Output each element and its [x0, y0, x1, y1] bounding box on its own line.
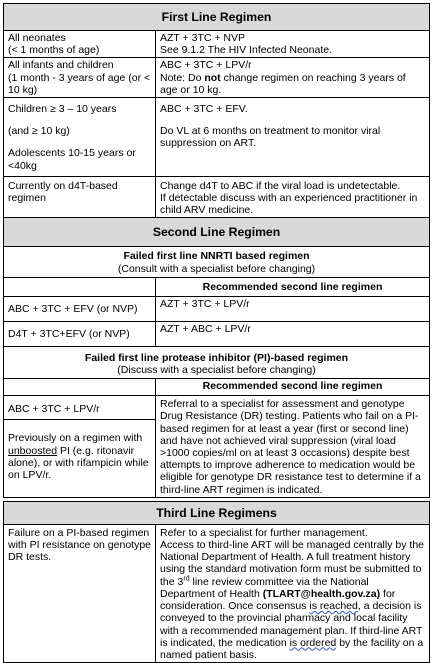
- regimen-text: If detectable discuss with an experienced practitioner in child ARV medicine.: [160, 192, 418, 217]
- regimen-document: [3, 3, 429, 663]
- recommendation-cell: Referral to a specialist for assessment and genotype Drug Resistance (DR) testing. Patients who fail on a PI-based regimen for at least a year (first or second line) and have not achieved viral suppression (viral load >1000 copies/ml on at least 3 occasions) despite best attempts to improve adherence to medication would be eligible for genotype DR resistance test to determine if a third-line ART regimen is indicated.: [156, 396, 430, 498]
- third-line-header: Third Line Regimens: [4, 501, 430, 524]
- column-header: Recommended second line regimen: [156, 379, 430, 396]
- pi-subheader: [4, 346, 430, 378]
- group-text: Currently on d4T-based regimen: [8, 179, 118, 205]
- failure-cell: Failure on a PI-based regimen with PI resistance on genotype DR tests.: [4, 524, 156, 662]
- pi-subheading: (Discuss with a specialist before changing): [117, 364, 316, 377]
- regimen-text: AZT + 3TC + NVP: [160, 32, 245, 44]
- table-row: [4, 98, 430, 177]
- grammar-marked-text: is reached: [309, 600, 358, 613]
- pi-heading: Failed first line protease inhibitor (PI)-based regimen: [84, 351, 349, 364]
- table-row: [4, 524, 430, 662]
- table-row: [4, 396, 430, 498]
- management-text: Refer to a specialist for further management.: [160, 526, 368, 539]
- group-text: (< 1 months of age): [8, 44, 100, 57]
- table-row: [4, 176, 430, 218]
- nnrti-subheader: [4, 247, 430, 277]
- failed-regimen-cell: D4T + 3TC+EFV (or NVP): [4, 321, 156, 346]
- failed-regimen-text: ABC + 3TC + LPV/r: [4, 396, 155, 420]
- group-cell: [4, 31, 156, 58]
- text-part: Access to third-line ART will be managed centrally by the National Department of Health. A full treatment history using the standard motivation form must be submitted to the 3: [160, 539, 424, 588]
- group-text: Children ≥ 3 – 10 years: [8, 103, 117, 116]
- prefix-text: Previously on a regimen with: [8, 432, 143, 445]
- management-text: [160, 539, 425, 661]
- empty-cell: [4, 379, 156, 396]
- failed-regimen-text: [4, 420, 155, 485]
- table-row: [4, 379, 430, 396]
- second-line-header: Second Line Regimen: [4, 218, 430, 247]
- regimen-text: ABC + 3TC + EFV.: [160, 103, 248, 116]
- table-row: [4, 296, 430, 321]
- failed-regimen-cell: ABC + 3TC + EFV (or NVP): [4, 296, 156, 321]
- note-suffix: change regimen on reaching 3 years of age or 10 kg.: [160, 71, 406, 96]
- note-prefix: Note: Do: [160, 71, 205, 84]
- regimen-text: ABC + 3TC + LPV/r: [160, 59, 252, 72]
- main-regimen-table: [3, 3, 430, 498]
- note-text: [160, 72, 425, 96]
- suffix-text: PI (e.g. ritonavir alone), or with rifampicin while on LPV/r.: [8, 444, 149, 482]
- empty-cell: [4, 277, 156, 296]
- grammar-marked-text: is ordered: [289, 636, 337, 649]
- regimen-text: Do VL at 6 months on treatment to monitor viral suppression on ART.: [160, 125, 381, 150]
- regimen-cell: [156, 58, 430, 98]
- table-row: [4, 321, 430, 346]
- group-text: All infants and children: [8, 59, 114, 72]
- management-cell: [156, 524, 430, 662]
- group-cell: [4, 98, 156, 177]
- first-line-header: First Line Regimen: [4, 4, 430, 31]
- email-text: (TLART@health.gov.za): [262, 587, 381, 600]
- text-part: , a decision is conveyed to the provincial pharmacy and local facility with a recommended management plan. If third-line ART is indicated, the medication: [160, 600, 423, 649]
- text-part: for consideration. Once consensus: [160, 587, 396, 613]
- regimen-text: Change d4T to ABC if the viral load is undetectable.: [160, 179, 401, 192]
- regimen-cell: [156, 31, 430, 58]
- text-part: by the facility on a named patient basis.: [160, 636, 424, 661]
- third-line-table: [3, 501, 430, 663]
- group-text: (and ≥ 10 kg): [8, 125, 70, 138]
- group-text: All neonates: [8, 32, 66, 44]
- table-row: [4, 31, 430, 58]
- nnrti-heading: Failed first line NNRTI based regimen: [123, 250, 310, 263]
- group-text: Adolescents 10-15 years or <40kg: [8, 147, 136, 172]
- regimen-cell: [156, 98, 430, 177]
- table-row: [4, 277, 430, 296]
- recommended-regimen-cell: AZT + ABC + LPV/r: [156, 321, 430, 346]
- group-cell: [4, 58, 156, 98]
- failed-regimen-cell: [4, 396, 156, 498]
- table-row: [4, 58, 430, 98]
- regimen-cell: [156, 176, 430, 218]
- note-emphasis: not: [204, 71, 221, 84]
- recommended-regimen-cell: AZT + 3TC + LPV/r: [156, 296, 430, 321]
- nnrti-subheading: (Consult with a specialist before changing): [117, 262, 316, 275]
- group-cell: [4, 176, 156, 218]
- text-part: line review committee via the National Department of Health: [160, 575, 369, 600]
- group-text: (1 month - 3 years of age (or < 10 kg): [8, 71, 151, 96]
- column-header: Recommended second line regimen: [156, 277, 430, 296]
- underlined-text: unboosted: [8, 444, 58, 457]
- superscript: rd: [183, 575, 190, 583]
- regimen-text: See 9.1.2 The HIV Infected Neonate.: [160, 44, 333, 57]
